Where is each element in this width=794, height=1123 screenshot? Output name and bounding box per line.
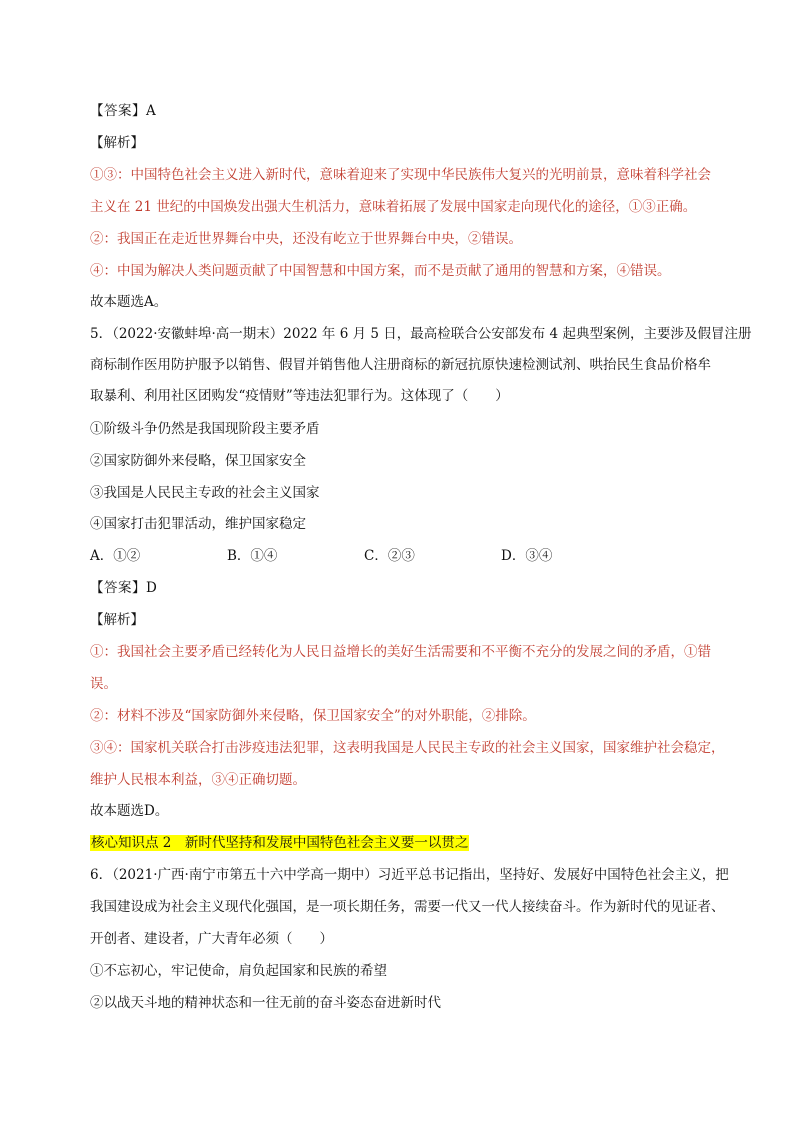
- question-5-item: ③我国是人民民主专政的社会主义国家: [90, 485, 320, 501]
- conclusion-text: 故本题选A。: [90, 294, 168, 310]
- analysis-label: 【解析】: [90, 612, 144, 628]
- section-heading: [90, 834, 730, 852]
- question-6-item: ①不忘初心，牢记使命，肩负起国家和民族的希望: [90, 963, 387, 979]
- question-5-stem: 5．（2022·安徽蚌埠·高一期末）2022 年 6 月 5 日，最高检联合公安部发布 4 起典型案例，主要涉及假冒注册: [90, 326, 752, 342]
- answer-label: 【答案】A: [90, 103, 157, 119]
- option-d: D．③④: [501, 548, 553, 564]
- question-5-item: ②国家防御外来侵略，保卫国家安全: [90, 453, 306, 469]
- question-5-item: ④国家打击犯罪活动，维护国家稳定: [90, 516, 306, 532]
- analysis-line: 主义在 21 世纪的中国焕发出强大生机活力，意味着拓展了发展中国家走向现代化的途径，①③正确。: [90, 199, 697, 215]
- analysis-line: ②：材料不涉及“国家防御外来侵略，保卫国家安全”的对外职能，②排除。: [90, 708, 536, 724]
- answer-label: 【答案】D: [90, 580, 158, 596]
- question-6-stem: 开创者、建设者，广大青年必须（ ）: [90, 931, 333, 947]
- analysis-line: ②：我国正在走近世界舞台中央，还没有屹立于世界舞台中央，②错误。: [90, 231, 522, 247]
- question-6-stem: 6．（2021·广西·南宁市第五十六中学高一期中）习近平总书记指出，坚持好、发展好中国特色社会主义，把: [90, 867, 729, 883]
- analysis-line: ①③：中国特色社会主义进入新时代，意味着迎来了实现中华民族伟大复兴的光明前景，意味着科学社会: [90, 167, 711, 183]
- analysis-line: 误。: [90, 676, 117, 692]
- analysis-line: ③④：国家机关联合打击涉疫违法犯罪，这表明我国是人民民主专政的社会主义国家，国家维护社会稳定，: [90, 740, 725, 756]
- question-5-stem: 商标制作医用防护服予以销售、假冒并销售他人注册商标的新冠抗原快速检测试剂、哄抬民生食品价格牟: [90, 357, 711, 373]
- option-c: C．②③: [364, 548, 415, 564]
- section-heading-text: 核心知识点 2 新时代坚持和发展中国特色社会主义要一以贯之: [91, 835, 469, 851]
- question-6-stem: 我国建设成为社会主义现代化强国，是一项长期任务，需要一代又一代人接续奋斗。作为新时代的见证者、: [90, 899, 725, 915]
- conclusion-text: 故本题选D。: [90, 803, 169, 819]
- question-6-item: ②以战天斗地的精神状态和一往无前的奋斗姿态奋进新时代: [90, 995, 441, 1011]
- question-5-options: [90, 547, 730, 565]
- analysis-line: 维护人民根本利益，③④正确切题。: [90, 772, 306, 788]
- analysis-line: ④：中国为解决人类问题贡献了中国智慧和中国方案，而不是贡献了通用的智慧和方案，④错误。: [90, 263, 671, 279]
- analysis-line: ①：我国社会主要矛盾已经转化为人民日益增长的美好生活需要和不平衡不充分的发展之间的矛盾，①错: [90, 644, 711, 660]
- option-b: B．①④: [227, 548, 278, 564]
- option-a: A．①②: [90, 548, 141, 564]
- question-5-stem: 取暴利、利用社区团购发“疫情财”等违法犯罪行为。这体现了（ ）: [90, 388, 509, 404]
- question-5-item: ①阶级斗争仍然是我国现阶段主要矛盾: [90, 421, 320, 437]
- analysis-label: 【解析】: [90, 135, 144, 151]
